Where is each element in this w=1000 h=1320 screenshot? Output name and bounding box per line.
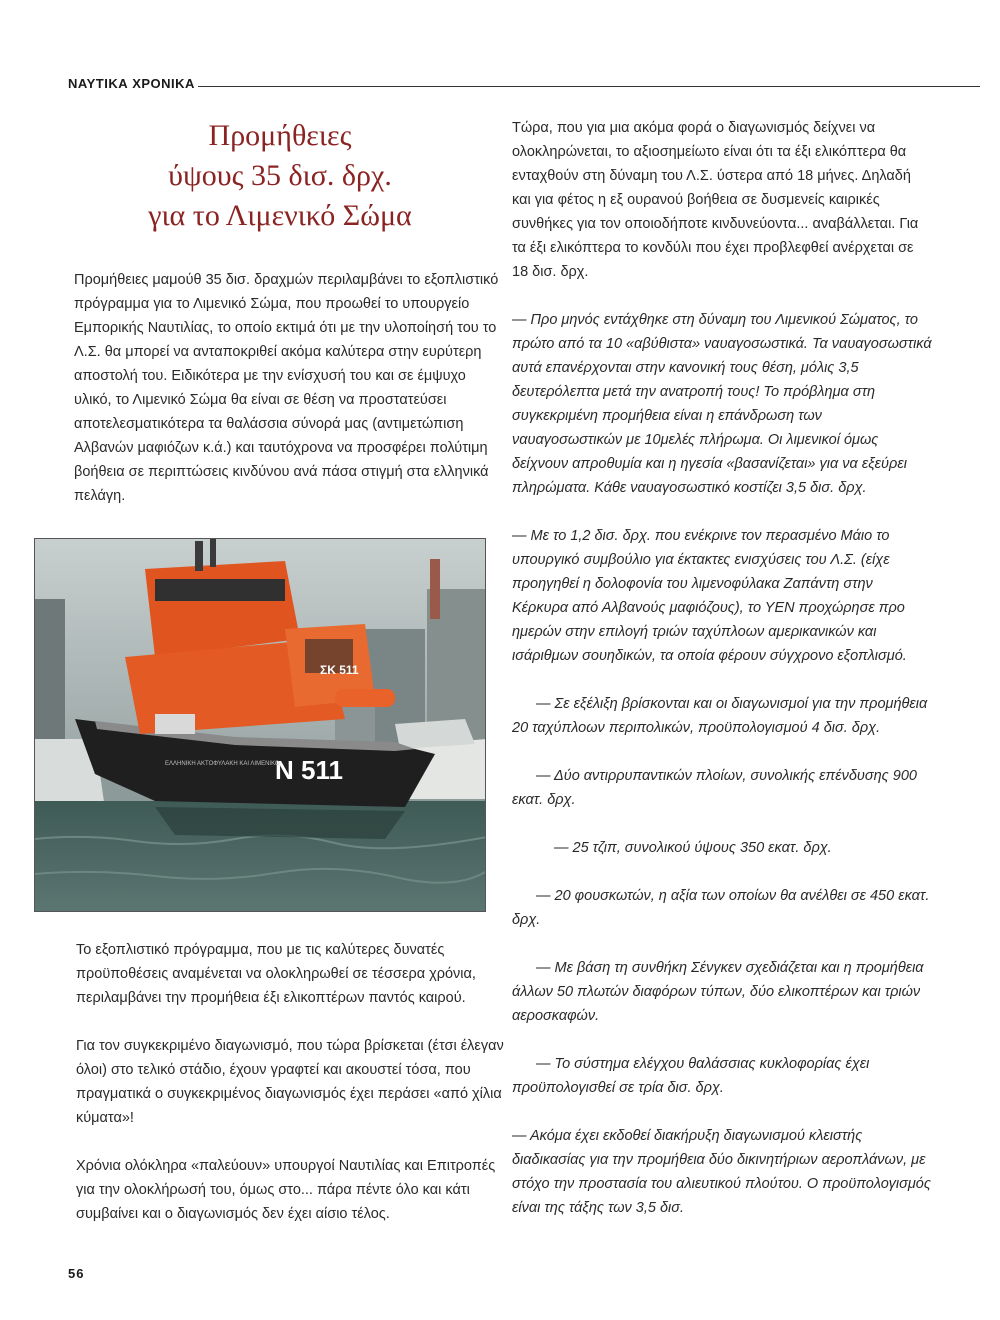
right-item-8: — Το σύστημα ελέγχου θαλάσσιας κυκλοφορίας έχει προϋπολογισθεί σε τρία δισ. δρχ. — [512, 1056, 870, 1096]
right-item-3: — Σε εξέλιξη βρίσκονται και οι διαγωνισμοί για την προμήθεια 20 ταχύπλοων περιπολικών, προϋπολογισμού 4 δισ. δρχ. — [512, 696, 928, 736]
title-line-1: Προμήθειες — [208, 119, 352, 152]
right-item-2: — Με το 1,2 δισ. δρχ. που ενέκρινε τον περασμένο Μάιο το υπουργικό συμβούλιο για έκτακτες ενισχύσεις του Λ.Σ. (είχε προηγηθεί η δολοφονία του λιμενοφύλακα Ζαπάντη στην Κέρκυρα από Αλβανούς μαφιόζους), το ΥΕΝ προχώρησε προ ημερών στην επιλογή τριών ταχύπλοων αμερικανικών και ισάριθμων σουηδικών, τα οποία φέρουν σύγχρονο εξοπλισμό. — [512, 528, 907, 664]
title-line-3: για το Λιμενικό Σώμα — [148, 199, 412, 232]
hull-text: ΕΛΛΗΝΙΚΗ ΑΚΤΟΦΥΛΑΚΗ ΚΑΙ ΛΙΜΕΝΙΚΟ — [165, 761, 280, 767]
title-line-2: ύψους 35 δισ. δρχ. — [168, 159, 392, 192]
right-column — [512, 116, 932, 1244]
intro-paragraph: Προμήθειες μαμούθ 35 δισ. δραχμών περιλαμβάνει το εξοπλιστικό πρόγραμμα για το Λιμενικό Σώμα, που προωθεί το υπουργείο Εμπορικής Ναυτιλίας, το οποίο εκτιμά ότι με την υλοποίησή του το Λ.Σ. θα μπορεί να ανταποκριθεί ακόμα καλύτερα στην ευρύτερη αποστολή του. Ειδικότερα με την ενίσχυσή του και σε έμψυχο υλικό, το Λιμενικό Σώμα θα είναι σε θέση να προστατεύσει αποτελεσματικότερα τα θαλάσσια σύνορά μας (αντιμετώπιση Αλβανών μαφιόζων κ.ά.) και ταυτόχρονα να προσφέρει πολύτιμη βοήθεια σε περιπτώσεις κινδύνου ανά πάσα στιγμή στα ελληνικά πελάγη. — [74, 272, 499, 504]
right-lead-paragraph: Τώρα, που για μια ακόμα φορά ο διαγωνισμός δείχνει να ολοκληρώνεται, το αξιοσημείωτο είναι ότι τα έξι ελικόπτερα θα ενταχθούν στη δύναμη του Λ.Σ. ύστερα από 18 μήνες. Δηλαδή και για φέτος η εξ ουρανού βοήθεια σε δυσμενείς καιρικές συνθήκες για τον οποιοδήποτε κινδυνεύοντα... αναβάλλεται. Για τα έξι ελικόπτερα το κονδύλι που έχει προβλεφθεί ανέρχεται σε 18 δισ. δρχ. — [512, 120, 919, 280]
right-item-6: — 20 φουσκωτών, η αξία των οποίων θα ανέλθει σε 450 εκατ. δρχ. — [512, 888, 930, 928]
right-item-7: — Με βάση τη συνθήκη Σένγκεν σχεδιάζεται και η προμήθεια άλλων 50 πλωτών διαφόρων τύπων, δύο ελικοπτέρων και τριών αεροσκαφών. — [512, 960, 924, 1024]
left-paragraph-1: Το εξοπλιστικό πρόγραμμα, που με τις καλύτερες δυνατές προϋποθέσεις αναμένεται να ολοκληρωθεί σε τέσσερα χρόνια, περιλαμβάνει την προμήθεια έξι ελικοπτέρων παντός καιρού. — [76, 942, 476, 1006]
section-label: ΝΑΥΤΙΚΑ ΧΡΟΝΙΚΑ — [68, 76, 195, 91]
right-item-1: — Προ μηνός εντάχθηκε στη δύναμη του Λιμενικού Σώματος, το πρώτο από τα 10 «αβύθιστα» ναυαγοσωστικά. Τα ναυαγοσωστικά αυτά επανέρχονται στην κανονική τους θέση, μόλις 3,5 δευτερόλεπτα μετά την ανατροπή τους! Το πρόβλημα στη συγκεκριμένη προμήθεια είναι η επάνδρωση των ναυαγοσωστικών με 10μελές πλήρωμα. Οι λιμενικοί όμως δείχνουν απροθυμία και η ηγεσία «βασανίζεται» για να εξεύρει πληρώματα. Κάθε ναυαγοσωστικό κοστίζει 3,5 δισ. δρχ. — [512, 312, 932, 496]
article-title — [70, 116, 490, 236]
left-column-body — [76, 938, 506, 1250]
header-rule — [198, 86, 980, 87]
left-column-intro — [74, 268, 504, 532]
coast-guard-boat-photo — [34, 538, 486, 912]
left-paragraph-3: Χρόνια ολόκληρα «παλεύουν» υπουργοί Ναυτιλίας και Επιτροπές για την ολοκλήρωσή του, όμως στο... πάρα πέντε όλο και κάτι συμβαίνει και ο διαγωνισμός δεν έχει αίσιο τέλος. — [76, 1158, 496, 1222]
right-item-9: — Ακόμα έχει εκδοθεί διακήρυξη διαγωνισμού κλειστής διαδικασίας για την προμήθεια δύο δικινητήριων αεροπλάνων, με στόχο την προστασία του αλιευτικού πλούτου. Ο προϋπολογισμός είναι της τάξης των 3,5 δισ. — [512, 1128, 931, 1216]
superstructure-marking: ΣΚ 511 — [320, 663, 359, 677]
page-number: 56 — [68, 1266, 85, 1281]
right-item-4: — Δύο αντιρρυπαντικών πλοίων, συνολικής επένδυσης 900 εκατ. δρχ. — [512, 768, 917, 808]
section-header — [68, 74, 980, 94]
right-item-5: — 25 τζιπ, συνολικού ύψους 350 εκατ. δρχ. — [554, 840, 832, 856]
left-paragraph-2: Για τον συγκεκριμένο διαγωνισμό, που τώρα βρίσκεται (έτσι έλεγαν όλοι) στο τελικό στάδιο, έχουν γραφτεί και ακουστεί τόσα, που πραγματικά ο συγκεκριμένος διαγωνισμός έχει περάσει «από χίλια κύματα»! — [76, 1038, 504, 1126]
hull-marking: N 511 — [275, 755, 343, 785]
